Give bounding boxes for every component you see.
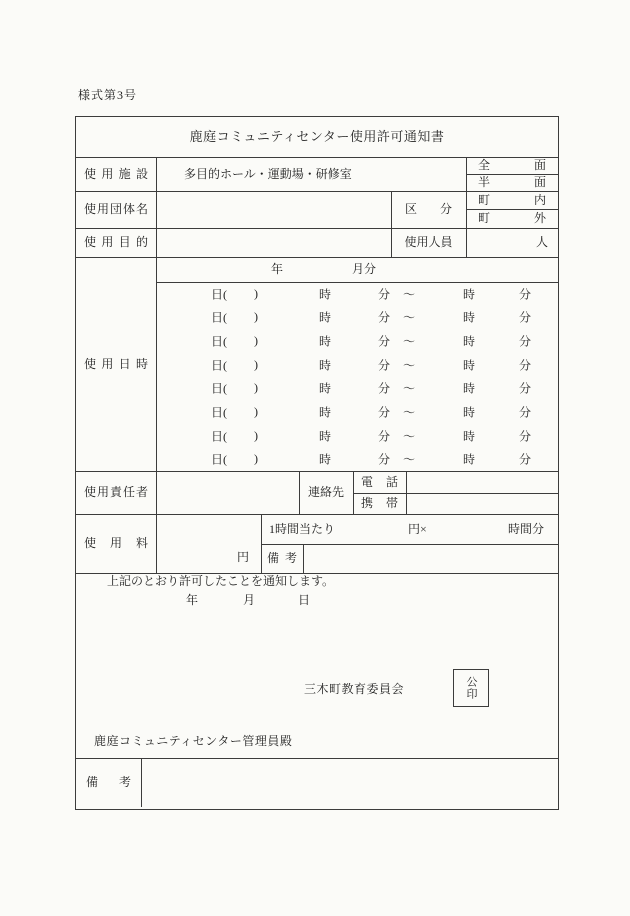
schedule-row (156, 329, 558, 353)
schedule-minute-to-label: 分 (519, 429, 532, 444)
schedule-row (156, 400, 558, 424)
schedule-tilde: ～ (403, 381, 416, 396)
schedule-paren-close: ) (254, 380, 258, 395)
schedule-day-label: 日( (211, 358, 227, 373)
schedule-hour-from-label: 時 (319, 381, 332, 396)
schedule-minute-from-label: 分 (378, 310, 391, 325)
schedule-minute-to-label: 分 (519, 334, 532, 349)
mobile-value (406, 493, 558, 514)
schedule-hour-to-label: 時 (463, 405, 476, 420)
schedule-paren-close: ) (254, 451, 258, 466)
schedule-hour-to-label: 時 (463, 358, 476, 373)
schedule-paren-close: ) (254, 309, 258, 324)
schedule-tilde: ～ (403, 405, 416, 420)
schedule-row (156, 447, 558, 471)
schedule-row (156, 424, 558, 448)
fee-per-hour-label: 1時間当たり (269, 522, 336, 536)
schedule-paren-close: ) (254, 333, 258, 348)
schedule-hour-from-label: 時 (319, 310, 332, 325)
category-option-out-town: 町 外 (478, 211, 546, 225)
schedule-minute-from-label: 分 (378, 452, 391, 467)
schedule-hour-to-label: 時 (463, 310, 476, 325)
schedule-minute-from-label: 分 (378, 358, 391, 373)
remarks-label: 備 考 (86, 775, 131, 789)
schedule-minute-to-label: 分 (519, 287, 532, 302)
schedule-minute-to-label: 分 (519, 405, 532, 420)
schedule-row (156, 306, 558, 330)
schedule-day-label: 日( (211, 405, 227, 420)
schedule-day-label: 日( (211, 334, 227, 349)
schedule-minute-to-label: 分 (519, 358, 532, 373)
notice-year-label: 年 (186, 593, 199, 607)
schedule-hour-from-label: 時 (319, 358, 332, 373)
schedule-row (156, 353, 558, 377)
schedule-tilde: ～ (403, 334, 416, 349)
purpose-value (156, 228, 391, 257)
schedule-hour-from-label: 時 (319, 429, 332, 444)
facility-option-half: 半 面 (478, 175, 546, 189)
category-label: 区 分 (405, 202, 452, 216)
schedule-row (156, 377, 558, 401)
schedule-month-label: 月分 (352, 262, 377, 276)
schedule-rows (156, 282, 558, 471)
organization-value (156, 191, 391, 228)
phone-label: 電 話 (361, 475, 398, 489)
schedule-paren-close: ) (254, 404, 258, 419)
fee-hours-suffix: 時間分 (508, 522, 545, 536)
schedule-day-label: 日( (211, 381, 227, 396)
schedule-tilde: ～ (403, 452, 416, 467)
fee-yen-times-label: 円× (408, 522, 427, 536)
schedule-hour-from-label: 時 (319, 405, 332, 420)
schedule-tilde: ～ (403, 358, 416, 373)
fee-currency-suffix (156, 514, 261, 573)
schedule-hour-to-label: 時 (463, 452, 476, 467)
remarks-value (141, 758, 558, 807)
schedule-header (156, 257, 558, 282)
schedule-hour-from-label: 時 (319, 334, 332, 349)
schedule-hour-to-label: 時 (463, 429, 476, 444)
fee-notes-label: 備 考 (267, 551, 297, 565)
purpose-label: 使 用 目 的 (84, 235, 148, 249)
people-count-unit: 人 (535, 235, 548, 249)
fee-notes-value (303, 544, 558, 573)
schedule-hour-from-label: 時 (319, 452, 332, 467)
people-count-label: 使用人員 (404, 235, 453, 249)
schedule-day-label: 日( (211, 287, 227, 302)
mobile-label: 携 帯 (361, 496, 398, 510)
schedule-minute-to-label: 分 (519, 452, 532, 467)
notice-month-label: 月 (243, 593, 256, 607)
organization-label: 使用団体名 (84, 202, 148, 216)
facility-option-full: 全 面 (478, 158, 546, 172)
category-option-in-town: 町 内 (478, 193, 546, 207)
schedule-tilde: ～ (403, 429, 416, 444)
schedule-hour-to-label: 時 (463, 334, 476, 349)
schedule-label: 使 用 日 時 (84, 357, 148, 371)
schedule-hour-to-label: 時 (463, 381, 476, 396)
schedule-tilde: ～ (403, 287, 416, 302)
issuer-name: 三木町教育委員会 (304, 682, 405, 696)
permit-table (75, 116, 559, 810)
manager-value (156, 471, 299, 514)
schedule-hour-to-label: 時 (463, 287, 476, 302)
notice-area (76, 573, 558, 758)
form-title: 鹿庭コミュニティセンター使用許可通知書 (189, 129, 445, 144)
schedule-day-label: 日( (211, 452, 227, 467)
official-seal-box (453, 669, 489, 707)
schedule-paren-close: ) (254, 428, 258, 443)
schedule-minute-from-label: 分 (378, 429, 391, 444)
contact-label: 連絡先 (307, 485, 344, 499)
schedule-minute-to-label: 分 (519, 310, 532, 325)
schedule-tilde: ～ (403, 310, 416, 325)
schedule-paren-close: ) (254, 357, 258, 372)
schedule-minute-from-label: 分 (378, 334, 391, 349)
recipient-name: 鹿庭コミュニティセンター管理員殿 (94, 734, 293, 748)
facility-label: 使 用 施 設 (84, 167, 148, 181)
schedule-row (156, 282, 558, 306)
schedule-hour-from-label: 時 (319, 287, 332, 302)
notice-message: 上記のとおり許可したことを通知します。 (107, 574, 335, 588)
schedule-day-label: 日( (211, 310, 227, 325)
fee-per-hour-line (261, 514, 558, 544)
phone-value (406, 471, 558, 493)
schedule-day-label: 日( (211, 429, 227, 444)
schedule-minute-from-label: 分 (378, 405, 391, 420)
manager-label: 使用責任者 (84, 485, 148, 499)
fee-label: 使 用 料 (84, 536, 148, 550)
notice-day-label: 日 (298, 593, 311, 607)
fee-yen-label: 円 (236, 550, 249, 564)
facility-value: 多目的ホール・運動場・研修室 (184, 167, 352, 181)
form-number: 様式第3号 (78, 88, 138, 102)
schedule-minute-from-label: 分 (378, 381, 391, 396)
notice-date-line (76, 593, 558, 607)
schedule-paren-close: ) (254, 286, 258, 301)
official-seal-label: 公印 (465, 676, 477, 700)
schedule-minute-from-label: 分 (378, 287, 391, 302)
schedule-year-label: 年 (271, 262, 284, 276)
schedule-minute-to-label: 分 (519, 381, 532, 396)
